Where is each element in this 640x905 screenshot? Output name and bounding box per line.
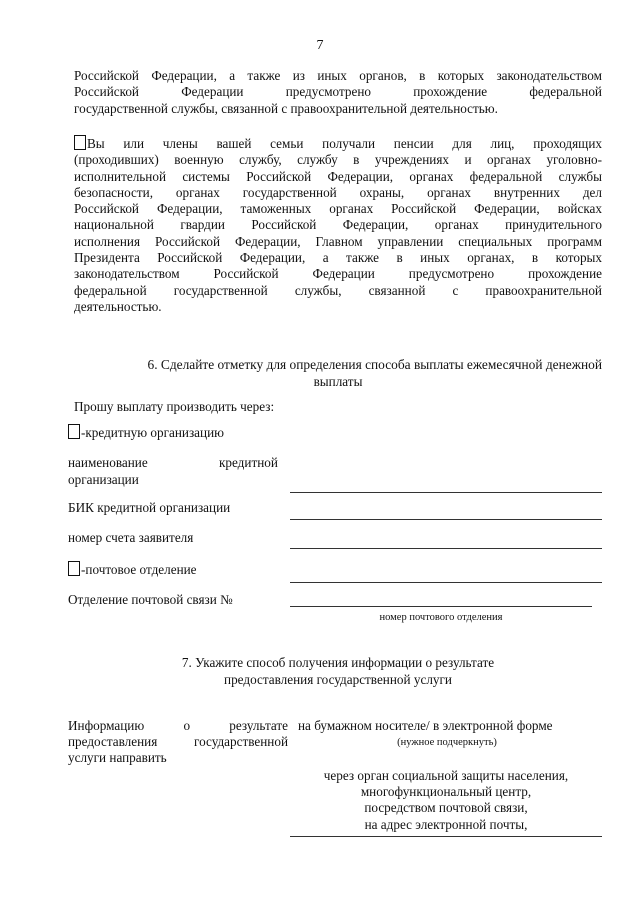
channel-post: посредством почтовой связи, xyxy=(364,800,528,815)
pension-line: деятельностью. xyxy=(74,298,162,314)
pension-line: Президента Российской Федерации, а также в иных органах, в которых xyxy=(74,250,602,266)
result-target-line1-wrap xyxy=(68,718,288,734)
bik-field[interactable] xyxy=(290,519,602,520)
pension-line: безопасности, органах государственной охраны, органах внутренних дел xyxy=(74,184,602,200)
underline-hint: (нужное подчеркнуть) xyxy=(397,737,497,748)
pension-paragraph xyxy=(74,135,602,315)
pension-line-first xyxy=(74,135,602,152)
format-options: на бумажном носителе/ в электронной форме xyxy=(298,718,553,733)
channel-email: на адрес электронной почты, xyxy=(364,817,528,832)
section6-title-line2: выплаты xyxy=(313,374,363,389)
pension-line: национальной гвардии Российской Федерации, органах принудительного xyxy=(74,217,602,233)
post-option xyxy=(68,561,197,578)
intro-paragraph xyxy=(74,68,602,117)
pension-line: исполнения Российской Федерации, Главном управлении специальных программ xyxy=(74,233,602,249)
channel-social: через орган социальной защиты населения, xyxy=(323,768,569,783)
pension-line: законодательством Российской Федерации предусмотрено прохождение xyxy=(74,266,602,282)
credit-name-label-2: кредитной xyxy=(219,455,278,470)
account-field[interactable] xyxy=(290,548,602,549)
bik-label: БИК кредитной организации xyxy=(68,500,231,515)
section7-title-line1: 7. Укажите способ получения информации о результате xyxy=(181,655,495,670)
intro-line: государственной службы, связанной с правоохранительной деятельностью. xyxy=(74,100,498,116)
pension-line: федеральной государственной службы, связанной с правоохранительной xyxy=(74,282,602,298)
pension-line: исполнительной системы Российской Федерации, органах федеральной службы xyxy=(74,168,602,184)
intro-line: Российской Федерации предусмотрено прохождение федеральной xyxy=(74,84,602,100)
result-target-line3: услуги направить xyxy=(68,750,167,765)
page-number: 7 xyxy=(316,38,324,53)
email-field[interactable] xyxy=(290,836,602,837)
credit-checkbox[interactable] xyxy=(68,424,80,439)
post-office-field[interactable] xyxy=(290,606,592,607)
credit-option-label: -кредитную организацию xyxy=(81,425,224,440)
account-label: номер счета заявителя xyxy=(68,530,194,545)
credit-name-field[interactable] xyxy=(290,492,602,493)
post-office-caption: номер почтового отделения xyxy=(379,612,503,623)
pension-checkbox[interactable] xyxy=(74,135,86,150)
intro-line: Российской Федерации, а также из иных органов, в которых законодательством xyxy=(74,68,602,83)
credit-name-label-3: организации xyxy=(68,472,139,487)
result-target-line2-wrap xyxy=(68,734,288,750)
channel-mfc: многофункциональный центр, xyxy=(360,784,532,799)
pension-line: Вы или члены вашей семьи получали пенсии для лиц, проходящих xyxy=(87,136,602,151)
result-target-line2: предоставления государственной xyxy=(68,734,288,749)
post-option-label: -почтовое отделение xyxy=(81,562,197,577)
payment-request-text: Прошу выплату производить через: xyxy=(74,399,275,414)
pension-line: Российской Федерации, таможенных органах Российской Федерации, войсках xyxy=(74,201,602,217)
post-office-label: Отделение почтовой связи № xyxy=(68,592,233,607)
post-checkbox[interactable] xyxy=(68,561,80,576)
credit-option xyxy=(68,424,224,441)
section6-title-line1: 6. Сделайте отметку для определения способа выплаты ежемесячной денежной xyxy=(147,357,602,372)
section7-title-line2: предоставления государственной услуги xyxy=(224,672,452,687)
post-option-field[interactable] xyxy=(290,582,602,583)
credit-name-label-1: наименование xyxy=(68,455,148,470)
pension-line: (проходивших) военную службу, службу в учреждениях и органах уголовно- xyxy=(74,152,602,168)
result-target-line1: Информацию о результате xyxy=(68,718,288,733)
